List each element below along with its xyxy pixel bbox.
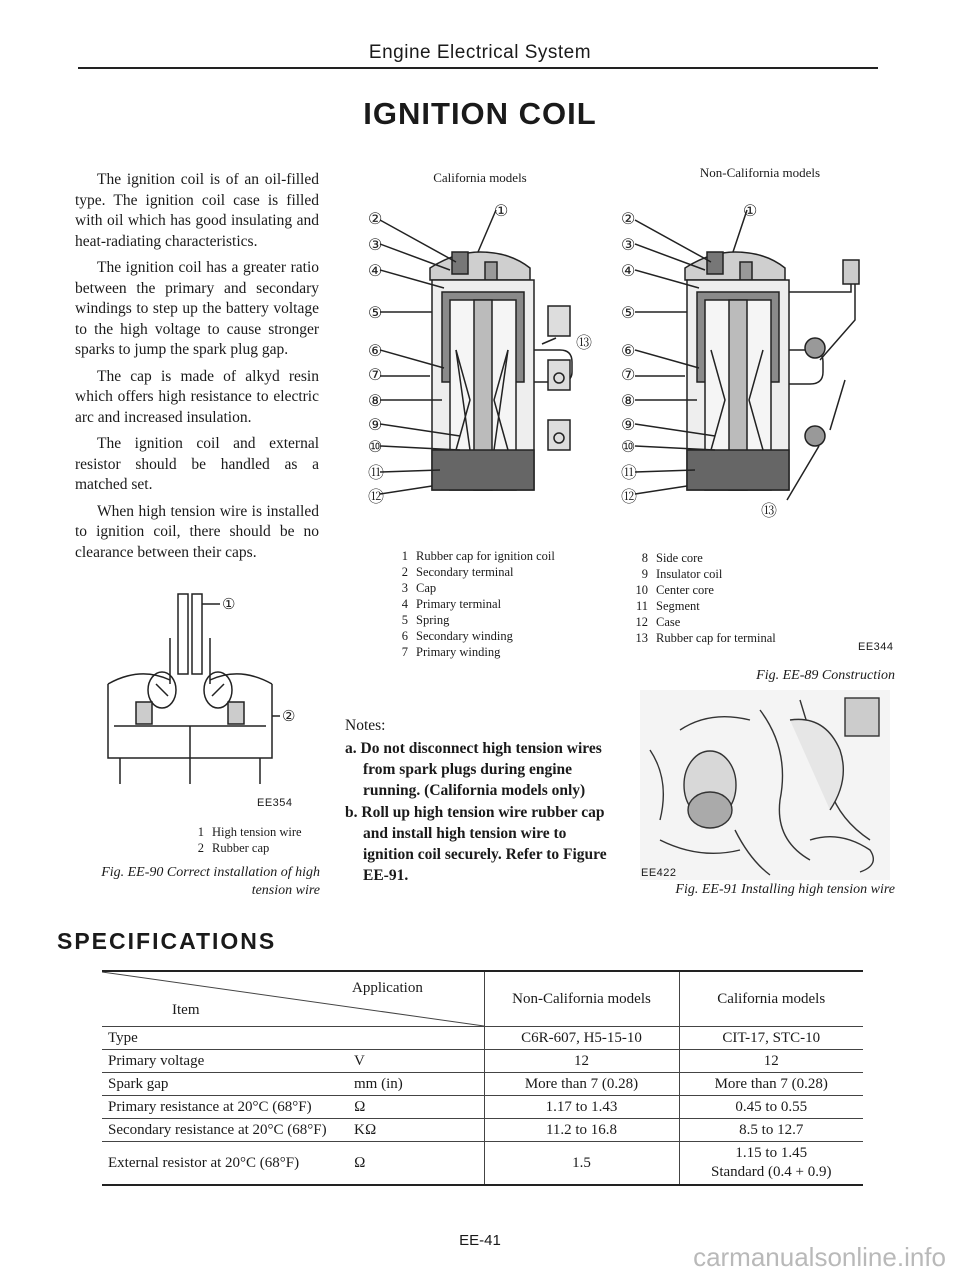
table-row: Type C6R-607, H5-15-10 CIT-17, STC-10 — [102, 1027, 863, 1050]
callout-11: ⑪ — [621, 465, 638, 482]
specifications-table — [102, 970, 863, 1186]
fig89-legend-right — [630, 550, 776, 646]
body-text — [75, 170, 319, 569]
callout-1: ① — [494, 203, 509, 220]
fig89-code: EE344 — [858, 641, 894, 653]
callout-13: ⑬ — [761, 503, 778, 520]
coil-diagram-non-california — [615, 200, 880, 520]
table-row: Secondary resistance at 20°C (68°F) KΩ 11.2 to 16.8 8.5 to 12.7 — [102, 1119, 863, 1142]
callout-8: ⑧ — [368, 393, 383, 410]
fig91-caption: Fig. EE-91 Installing high tension wire — [675, 882, 895, 897]
legend-item: 10 Center core — [635, 583, 714, 597]
fig89-legend-left — [390, 548, 555, 660]
header-california: California models — [679, 971, 863, 1027]
legend-item: 9 Insulator coil — [641, 567, 723, 581]
callout-4: ④ — [621, 263, 636, 280]
header-item: Item — [172, 1002, 200, 1018]
legend-item: 8 Side core — [641, 551, 703, 565]
paragraph: The ignition coil has a greater ratio between the primary and secondary windings to step up the battery voltage to the high voltage to cause stronger sparks to jump the spark plug gap. — [75, 259, 319, 358]
page-number: EE-41 — [459, 1232, 501, 1249]
legend-item: 1 Rubber cap for ignition coil — [401, 549, 555, 563]
callout-6: ⑥ — [621, 343, 636, 360]
page-title: IGNITION COIL — [363, 96, 597, 131]
legend-item: 1 High tension wire — [197, 825, 302, 839]
header-diagonal-cell — [102, 971, 484, 1027]
fig91-code: EE422 — [641, 867, 677, 879]
watermark: carmanualsonline.info — [693, 1242, 946, 1272]
callout-9: ⑨ — [368, 417, 383, 434]
legend-item: 7 Primary winding — [401, 645, 501, 659]
fig90-callout-1: ① — [222, 597, 236, 613]
callout-12: ⑫ — [621, 489, 638, 506]
legend-item: 4 Primary terminal — [401, 597, 502, 611]
fig90-caption: Fig. EE-90 Correct installation of high tension wire — [101, 865, 320, 898]
callout-9: ⑨ — [621, 417, 636, 434]
specifications-title: SPECIFICATIONS — [57, 928, 277, 954]
note-item: b. Roll up high tension wire rubber cap and install high tension wire to ignition coil securely. Refer to Figure EE-91. — [345, 804, 607, 884]
header-rule — [78, 67, 878, 69]
table-row: Primary voltage V 12 12 — [102, 1050, 863, 1073]
legend-item: 13 Rubber cap for terminal — [635, 631, 776, 645]
callout-7: ⑦ — [621, 367, 636, 384]
header-non-california: Non-California models — [484, 971, 679, 1027]
callout-8: ⑧ — [621, 393, 636, 410]
fig90-code: EE354 — [257, 797, 293, 809]
callout-13: ⑬ — [576, 335, 593, 352]
legend-item: 6 Secondary winding — [401, 629, 513, 643]
legend-item: 11 Segment — [635, 599, 700, 613]
callout-5: ⑤ — [368, 305, 383, 322]
paragraph: The ignition coil is of an oil-filled type. The ignition coil case is filled with oil which has good insulating and heat-radiating characteristics. — [75, 171, 319, 250]
callout-10: ⑩ — [368, 439, 383, 456]
legend-item: 3 Cap — [401, 581, 437, 595]
table-row: External resistor at 20°C (68°F) Ω 1.5 1.15 to 1.45 Standard (0.4 + 0.9) — [102, 1142, 863, 1186]
callout-11: ⑪ — [368, 465, 385, 482]
header-diagonal-line — [102, 972, 484, 1026]
callout-3: ③ — [368, 237, 383, 254]
table-row: Spark gap mm (in) More than 7 (0.28) More than 7 (0.28) — [102, 1073, 863, 1096]
fig89-caption: Fig. EE-89 Construction — [756, 668, 895, 683]
callout-4: ④ — [368, 263, 383, 280]
paragraph: The ignition coil and external resistor should be handled as a matched set. — [75, 435, 319, 493]
coil-diagram-california — [360, 200, 600, 520]
fig91-photo — [640, 690, 890, 880]
legend-item: 5 Spring — [401, 613, 450, 627]
fig90-callout-2: ② — [282, 709, 296, 725]
label-california-models: California models — [433, 170, 527, 185]
notes — [345, 715, 607, 887]
notes-heading: Notes: — [345, 717, 386, 734]
callout-3: ③ — [621, 237, 636, 254]
callout-7: ⑦ — [368, 367, 383, 384]
callout-2: ② — [368, 211, 383, 228]
header-application: Application — [352, 980, 423, 996]
fig90-legend — [186, 824, 302, 856]
callout-6: ⑥ — [368, 343, 383, 360]
callout-2: ② — [621, 211, 636, 228]
note-item: a. Do not disconnect high tension wires from spark plugs during engine running. (California models only) — [345, 740, 602, 799]
paragraph: When high tension wire is installed to ignition coil, there should be no clearance between their caps. — [75, 502, 319, 561]
table-row: Primary resistance at 20°C (68°F) Ω 1.17 to 1.43 0.45 to 0.55 — [102, 1096, 863, 1119]
paragraph: The cap is made of alkyd resin which offers high resistance to electric arc and increased insulation. — [75, 367, 319, 426]
fig90-drawing — [100, 588, 310, 788]
legend-item: 2 Secondary terminal — [401, 565, 514, 579]
callout-5: ⑤ — [621, 305, 636, 322]
running-head: Engine Electrical System — [368, 42, 592, 63]
callout-10: ⑩ — [621, 439, 636, 456]
legend-item: 12 Case — [635, 615, 681, 629]
callout-1: ① — [743, 203, 758, 220]
table-header-row — [102, 971, 863, 1027]
callout-12: ⑫ — [368, 489, 385, 506]
label-non-california-models: Non-California models — [699, 165, 821, 180]
legend-item: 2 Rubber cap — [197, 841, 270, 855]
